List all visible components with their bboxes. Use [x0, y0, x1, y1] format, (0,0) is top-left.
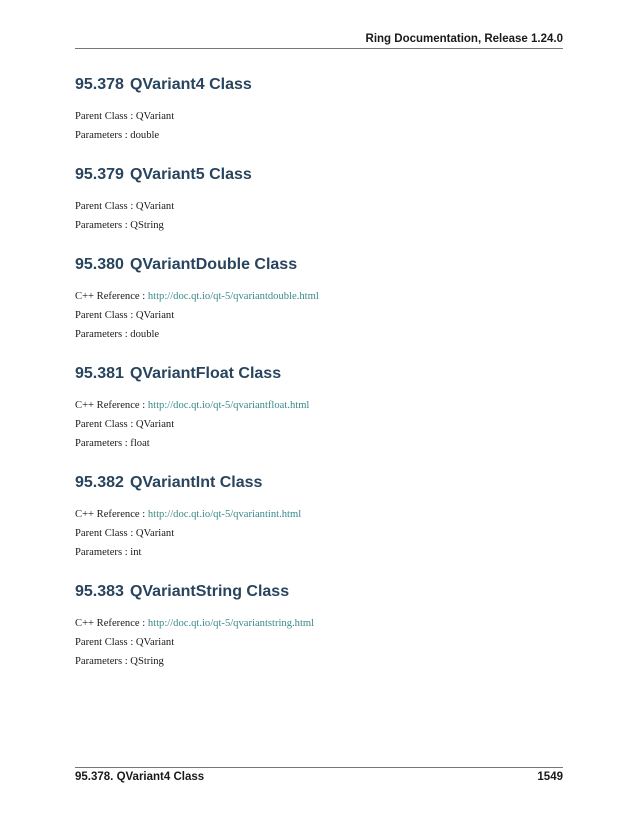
cpp-reference-line	[75, 287, 563, 306]
section-qvariantfloat	[75, 353, 563, 462]
page-number: 1549	[537, 771, 563, 783]
section-qvariantint	[75, 462, 563, 571]
section-title: QVariantFloat Class	[129, 365, 282, 382]
parameters-line: Parameters : float	[75, 438, 150, 449]
section-title: QVariant4 Class	[129, 76, 252, 93]
cpp-reference-link[interactable]: http://doc.qt.io/qt-5/qvariantint.html	[147, 509, 302, 520]
cpp-reference-line	[75, 505, 563, 524]
page-content	[75, 64, 563, 680]
section-body	[75, 187, 563, 244]
section-title: QVariant5 Class	[129, 166, 252, 183]
section-number: 95.381	[75, 365, 124, 382]
section-number: 95.379	[75, 166, 124, 183]
cpp-reference-link[interactable]: http://doc.qt.io/qt-5/qvariantdouble.html	[147, 291, 319, 302]
cpp-reference-label: C++ Reference :	[75, 400, 148, 411]
footer-section-label: 95.378. QVariant4 Class	[75, 771, 205, 783]
section-body	[75, 386, 563, 462]
section-body	[75, 97, 563, 154]
section-number: 95.380	[75, 256, 124, 273]
parent-class-line: Parent Class : QVariant	[75, 310, 175, 321]
header-divider	[75, 48, 563, 49]
section-qvariant4	[75, 64, 563, 154]
parameters-line: Parameters : double	[75, 329, 160, 340]
parent-class-line: Parent Class : QVariant	[75, 528, 175, 539]
section-number: 95.378	[75, 76, 124, 93]
section-heading	[75, 64, 563, 97]
cpp-reference-label: C++ Reference :	[75, 291, 148, 302]
section-heading	[75, 462, 563, 495]
section-body	[75, 495, 563, 571]
section-title: QVariantDouble Class	[129, 256, 298, 273]
section-number: 95.383	[75, 583, 124, 600]
section-heading	[75, 244, 563, 277]
parameters-line: Parameters : QString	[75, 656, 164, 667]
section-qvariant5	[75, 154, 563, 244]
running-header: Ring Documentation, Release 1.24.0	[365, 33, 563, 45]
cpp-reference-link[interactable]: http://doc.qt.io/qt-5/qvariantstring.html	[147, 618, 315, 629]
parent-class-line: Parent Class : QVariant	[75, 419, 175, 430]
section-title: QVariantInt Class	[129, 474, 263, 491]
cpp-reference-label: C++ Reference :	[75, 618, 148, 629]
parent-class-line: Parent Class : QVariant	[75, 111, 175, 122]
section-heading	[75, 571, 563, 604]
section-body	[75, 277, 563, 353]
parent-class-line: Parent Class : QVariant	[75, 201, 175, 212]
parameters-line: Parameters : double	[75, 130, 160, 141]
parent-class-line: Parent Class : QVariant	[75, 637, 175, 648]
section-heading	[75, 353, 563, 386]
section-qvariantstring	[75, 571, 563, 680]
parameters-line: Parameters : QString	[75, 220, 164, 231]
footer-divider	[75, 767, 563, 768]
cpp-reference-link[interactable]: http://doc.qt.io/qt-5/qvariantfloat.html	[147, 400, 310, 411]
section-title: QVariantString Class	[129, 583, 290, 600]
parameters-line: Parameters : int	[75, 547, 142, 558]
section-number: 95.382	[75, 474, 124, 491]
cpp-reference-label: C++ Reference :	[75, 509, 148, 520]
section-heading	[75, 154, 563, 187]
cpp-reference-line	[75, 614, 563, 633]
section-body	[75, 604, 563, 680]
running-footer	[75, 771, 563, 787]
section-qvariantdouble	[75, 244, 563, 353]
cpp-reference-line	[75, 396, 563, 415]
